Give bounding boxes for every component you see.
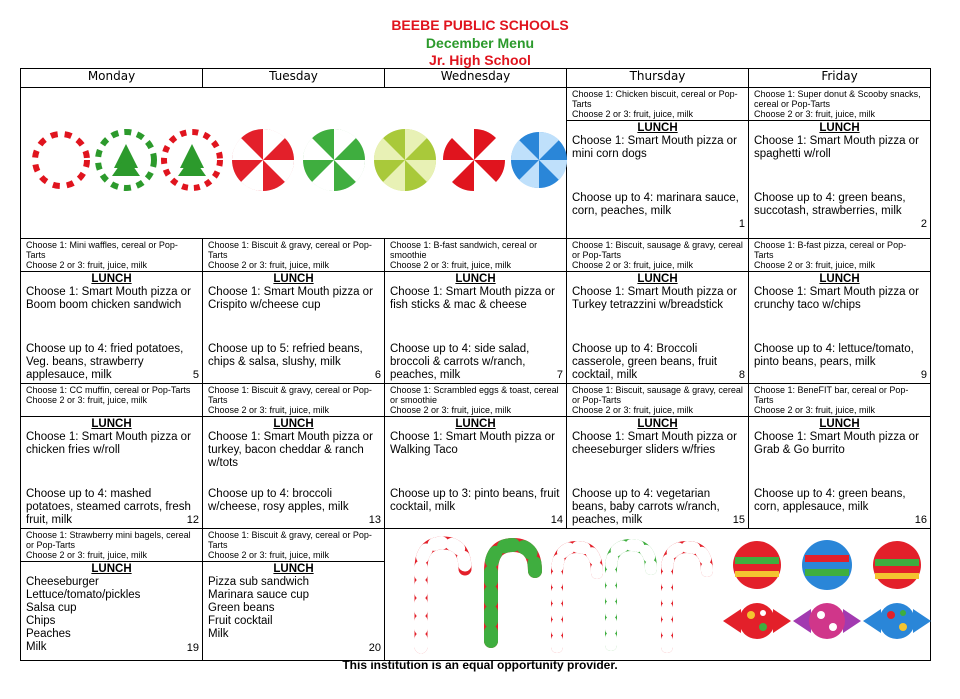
lunch-heading: LUNCH: [273, 273, 314, 285]
lunch-item: Chips: [26, 615, 56, 627]
breakfast-block: Choose 1: Biscuit, sausage & gravy, cereal or Pop-Tarts Choose 2 or 3: fruit, juice, milk: [567, 384, 748, 417]
breakfast-block: Choose 1: Strawberry mini bagels, cereal or Pop-Tarts Choose 2 or 3: fruit, juice, milk: [21, 529, 202, 562]
lunch-heading: LUNCH: [273, 418, 314, 430]
lunch-block: [385, 272, 566, 383]
lunch-block: [21, 272, 202, 383]
day-header-monday: Monday: [21, 69, 203, 88]
candy-decoration: [385, 529, 931, 661]
lunch-sides: Choose up to 3: pinto beans, fruit cocktail, milk: [390, 488, 560, 513]
lunch-heading: LUNCH: [91, 418, 132, 430]
lunch-item: Fruit cocktail: [208, 615, 273, 627]
lunch-block: [567, 417, 748, 528]
lunch-item: Milk: [208, 628, 229, 640]
lunch-item: Marinara sauce cup: [208, 589, 309, 601]
lunch-item: Salsa cup: [26, 602, 77, 614]
breakfast-block: Choose 1: Super donut & Scooby snacks, cereal or Pop-Tarts Choose 2 or 3: fruit, juice, milk: [749, 88, 930, 121]
day-header-thursday: Thursday: [567, 69, 749, 88]
day-header-friday: Friday: [749, 69, 931, 88]
breakfast-block: Choose 1: Biscuit, sausage & gravy, cereal or Pop-Tarts Choose 2 or 3: fruit, juice, milk: [567, 239, 748, 272]
menu-day-6: [203, 239, 385, 384]
lunch-main: Choose 1: Smart Mouth pizza or Walking Taco: [390, 431, 555, 456]
lunch-sides: Choose up to 4: side salad, broccoli & carrots w/ranch, peaches, milk: [390, 343, 530, 381]
lunch-heading: LUNCH: [91, 563, 132, 575]
menu-day-16: [749, 384, 931, 529]
lunch-sides: Choose up to 4: Broccoli casserole, green beans, fruit cocktail, milk: [572, 343, 718, 381]
date-number: 5: [192, 369, 199, 381]
menu-day-7: [385, 239, 567, 384]
lunch-heading: LUNCH: [819, 122, 860, 134]
lunch-sides: Choose up to 4: green beans, succotash, strawberries, milk: [754, 192, 906, 217]
lunch-heading: LUNCH: [455, 273, 496, 285]
lunch-main: Choose 1: Smart Mouth pizza or Crispito w/cheese cup: [208, 286, 373, 311]
date-number: 6: [374, 369, 381, 381]
menu-calendar: [20, 68, 931, 661]
lunch-sides: Choose up to 4: lettuce/tomato, pinto beans, pears, milk: [754, 343, 914, 368]
lunch-heading: LUNCH: [637, 122, 678, 134]
lunch-item: Peaches: [26, 628, 71, 640]
candy-cane-icon: [385, 529, 931, 655]
lunch-heading: LUNCH: [819, 418, 860, 430]
breakfast-block: Choose 1: BeneFIT bar, cereal or Pop-Tarts Choose 2 or 3: fruit, juice, milk: [749, 384, 930, 417]
menu-day-2: [749, 88, 931, 239]
lunch-sides: Choose up to 4: green beans, corn, applesauce, milk: [754, 488, 906, 513]
lunch-item: Green beans: [208, 602, 275, 614]
menu-day-13: [203, 384, 385, 529]
lunch-heading: LUNCH: [455, 418, 496, 430]
menu-day-19: [21, 529, 203, 661]
lunch-main: Choose 1: Smart Mouth pizza or fish sticks & mac & cheese: [390, 286, 555, 311]
menu-day-9: [749, 239, 931, 384]
lunch-main: Choose 1: Smart Mouth pizza or Turkey tetrazzini w/breadstick: [572, 286, 737, 311]
date-number: 8: [738, 369, 745, 381]
date-number: 14: [550, 514, 563, 526]
date-number: 13: [368, 514, 381, 526]
footer-statement: This institution is an equal opportunity provider.: [342, 658, 618, 672]
lunch-heading: LUNCH: [273, 563, 314, 575]
menu-day-15: [567, 384, 749, 529]
lunch-heading: LUNCH: [637, 273, 678, 285]
breakfast-block: Choose 1: CC muffin, cereal or Pop-Tarts Choose 2 or 3: fruit, juice, milk: [21, 384, 202, 417]
breakfast-block: Choose 1: Scrambled eggs & toast, cereal or smoothie Choose 2 or 3: fruit, juice, milk: [385, 384, 566, 417]
level-title: Jr. High School: [429, 52, 531, 68]
date-number: 20: [368, 642, 381, 654]
day-header-wednesday: Wednesday: [385, 69, 567, 88]
lunch-item: Pizza sub sandwich: [208, 576, 309, 588]
date-number: 12: [186, 514, 199, 526]
wrapped-candy-icon: [723, 540, 931, 639]
date-number: 9: [920, 369, 927, 381]
lunch-sides: Choose up to 4: marinara sauce, corn, peaches, milk: [572, 192, 739, 217]
lunch-block: [749, 417, 930, 528]
lunch-item: Cheeseburger: [26, 576, 99, 588]
lunch-main: Choose 1: Smart Mouth pizza or turkey, bacon cheddar & ranch w/tots: [208, 431, 373, 469]
breakfast-block: Choose 1: Biscuit & gravy, cereal or Pop-Tarts Choose 2 or 3: fruit, juice, milk: [203, 239, 384, 272]
date-number: 2: [920, 218, 927, 230]
lunch-block: [21, 417, 202, 528]
lunch-heading: LUNCH: [91, 273, 132, 285]
lunch-main: Choose 1: Smart Mouth pizza or crunchy taco w/chips: [754, 286, 919, 311]
lunch-main: Choose 1: Smart Mouth pizza or spaghetti w/roll: [754, 135, 919, 160]
lunch-sides: Choose up to 4: mashed potatoes, steamed carrots, fresh fruit, milk: [26, 488, 191, 526]
date-number: 15: [732, 514, 745, 526]
lunch-heading: LUNCH: [637, 418, 678, 430]
breakfast-block: Choose 1: Mini waffles, cereal or Pop-Tarts Choose 2 or 3: fruit, juice, milk: [21, 239, 202, 272]
school-title: BEEBE PUBLIC SCHOOLS: [391, 17, 569, 33]
date-number: 7: [556, 369, 563, 381]
lunch-heading: LUNCH: [819, 273, 860, 285]
lunch-sides: Choose up to 4: vegetarian beans, baby carrots w/ranch, peaches, milk: [572, 488, 720, 526]
lunch-main: Choose 1: Smart Mouth pizza or Grab & Go burrito: [754, 431, 919, 456]
breakfast-block: Choose 1: Biscuit & gravy, cereal or Pop-Tarts Choose 2 or 3: fruit, juice, milk: [203, 384, 384, 417]
lunch-main: Choose 1: Smart Mouth pizza or Boom boom chicken sandwich: [26, 286, 191, 311]
date-number: 19: [186, 642, 199, 654]
lunch-item: Lettuce/tomato/pickles: [26, 589, 141, 601]
lunch-block: [203, 417, 384, 528]
lunch-sides: Choose up to 5: refried beans, chips & salsa, slushy, milk: [208, 343, 363, 368]
breakfast-block: Choose 1: B-fast sandwich, cereal or smoothie Choose 2 or 3: fruit, juice, milk: [385, 239, 566, 272]
breakfast-block: Choose 1: Biscuit & gravy, cereal or Pop-Tarts Choose 2 or 3: fruit, juice, milk: [203, 529, 384, 562]
lunch-item: Milk: [26, 641, 47, 653]
menu-day-20: [203, 529, 385, 661]
lunch-sides: Choose up to 4: broccoli w/cheese, rosy apples, milk: [208, 488, 349, 513]
peppermint-candy-icon: [21, 88, 567, 233]
menu-day-12: [21, 384, 203, 529]
lunch-main: Choose 1: Smart Mouth pizza or mini corn dogs: [572, 135, 737, 160]
lunch-main: Choose 1: Smart Mouth pizza or cheeseburger sliders w/fries: [572, 431, 737, 456]
breakfast-block: Choose 1: B-fast pizza, cereal or Pop-Tarts Choose 2 or 3: fruit, juice, milk: [749, 239, 930, 272]
menu-day-5: [21, 239, 203, 384]
lunch-main: Choose 1: Smart Mouth pizza or chicken fries w/roll: [26, 431, 191, 456]
peppermint-decoration: [21, 88, 567, 239]
lunch-block: [203, 562, 384, 656]
lunch-block: [749, 121, 930, 232]
lunch-sides: Choose up to 4: fried potatoes, Veg. beans, strawberry applesauce, milk: [26, 343, 184, 381]
breakfast-block: Choose 1: Chicken biscuit, cereal or Pop-Tarts Choose 2 or 3: fruit, juice, milk: [567, 88, 748, 121]
menu-day-14: [385, 384, 567, 529]
lunch-block: [749, 272, 930, 383]
month-title: December Menu: [425, 35, 535, 51]
date-number: 16: [914, 514, 927, 526]
lunch-block: [567, 272, 748, 383]
lunch-block: [21, 562, 202, 656]
lunch-block: [567, 121, 748, 232]
menu-day-8: [567, 239, 749, 384]
lunch-block: [203, 272, 384, 383]
menu-day-1: [567, 88, 749, 239]
date-number: 1: [738, 218, 745, 230]
lunch-block: [385, 417, 566, 528]
day-header-tuesday: Tuesday: [203, 69, 385, 88]
